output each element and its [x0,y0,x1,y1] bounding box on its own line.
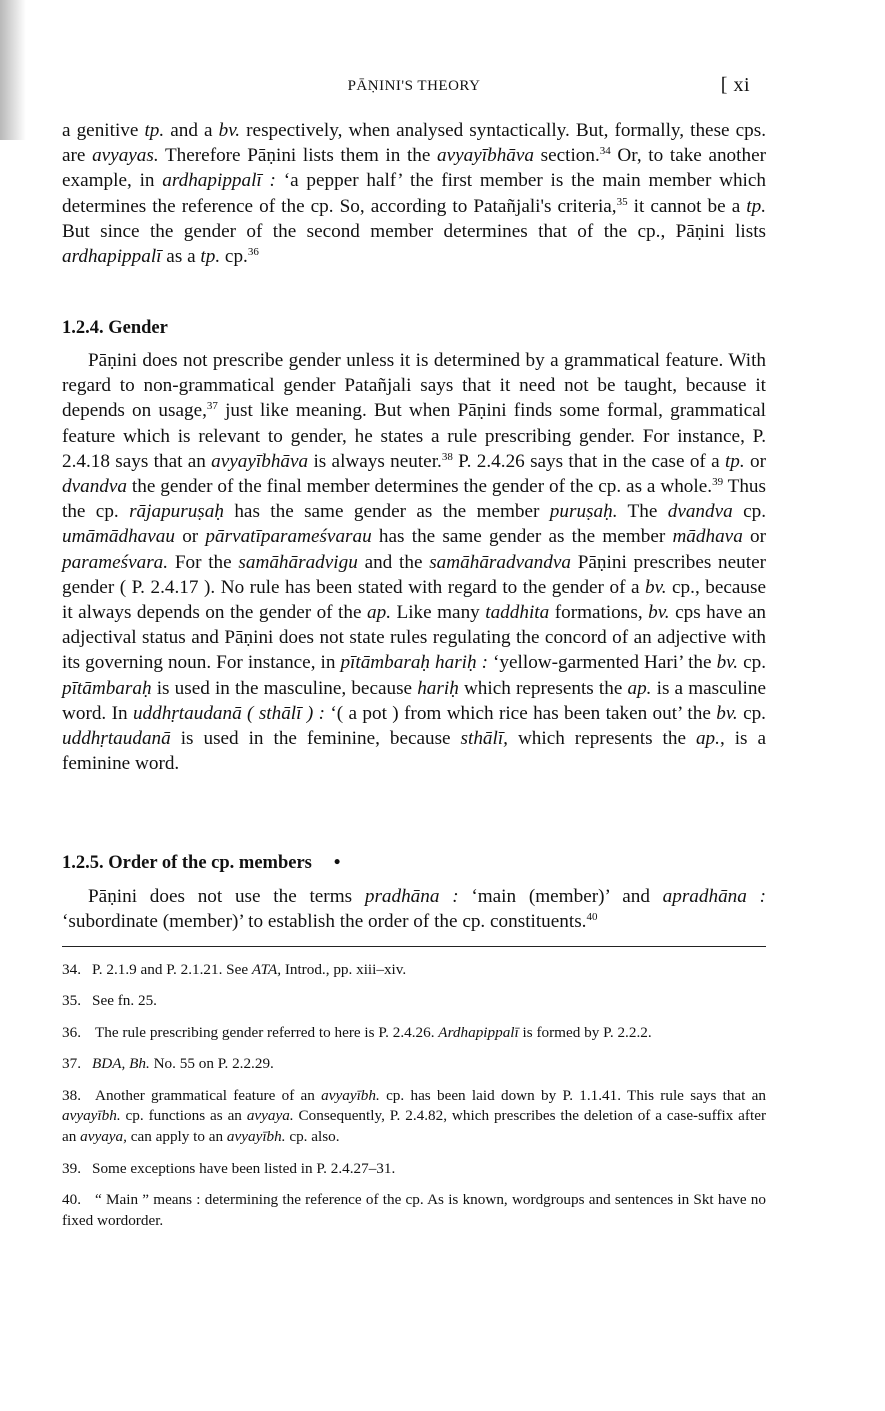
paragraph-cp-types [62,118,766,269]
footnote-ref: 36 [247,246,259,259]
footnote-ref: 34 [599,145,611,158]
footnote-39: 39. Some exceptions have been listed in P. 2.4.27–31. [62,1159,396,1177]
running-head: PĀṆINI'S THEORY [347,78,481,94]
footnote-34: 34. P. 2.1.9 and P. 2.1.21. See ATA, Introd., pp. xiii–xiv. [62,961,407,978]
footnote-36: 36. The rule prescribing gender referred to here is P. 2.4.26. Ardhapippalī is formed by P. 2.2.2. [62,1023,652,1041]
paragraph-text: Pāṇini does not prescribe gender unless it is determined by a grammatical feature. With regard to non-grammatical gender Patañjali says that it need not be taught, because it depends on usage,$^{37}$ just like meaning. But when Pāṇini finds some formal, grammatical feature which is relevant to gender, he states a rule prescribing gender. For instance, P. 2.4.18 says that an avyayībhāva is always neuter.$^{38}$ P. 2.4.26 says that in the case of a tp. or dvandva the gender of the final member determines the gender of the cp. as a whole.$^{39}$ Thus the cp. rājapuruṣaḥ has the same gender as the member puruṣaḥ. The dvandva cp. umāmādhavau or pārvatīparameśvarau has the same gender as the member mādhava or parameśvara. For the samāhāradvigu and the samāhāradvandva Pāṇini prescribes neuter gender ( P. 2.4.17 ). No rule has been stated with regard to the gender of a bv. cp., because it always depends on the gender of the ap. Like many taddhita formations, bv. cps have an adjectival status and Pāṇini does not state rules regulating the concord of an adjective with its governing noun. For instance, in pītāmbaraḥ hariḥ : ‘yellow-garmented Hari’ the bv. cp. pītāmbaraḥ is used in the masculine, because hariḥ which represents the ap. is a masculine word. In uddhṛtaudanā ( sthālī ) : ‘( a pot ) from which rice has been taken out’ the bv. cp. uddhṛtaudanā is used in the feminine, because sthālī, which represents the ap., is a feminine word. [62,350,767,775]
footnote-40: 40. “ Main ” means : determining the reference of the cp. As is known, wordgroups and sentences in Skt have no fixed wordorder. [62,1190,766,1229]
footnote-ref: 40 [586,911,598,924]
page-header [62,76,766,100]
footnote-35: 35. See fn. 25. [62,992,157,1010]
footnote-ref: 38 [441,450,453,463]
footnotes [62,960,766,1242]
paragraph-text: a genitive tp. and a bv. respectively, when analysed syntactically. But, formally, these cps. are avyayas. Therefore Pāṇini lists them in the avyayībhāva section.$^{34}$ Or, to take another example, in ardhapippalī : ‘a pepper half’ the first member is the main member which determines the reference of the cp. So, according to Patañjali's criteria,$^{35}$ it cannot be a tp. But since the gender of the second member determines that of the cp., Pāṇini lists ardhapippalī as a tp. cp.$^{36}$ [62,120,767,268]
scan-shadow [0,0,26,140]
paragraph-text: Pāṇini does not use the terms pradhāna : ‘main (member)’ and apradhāna : ‘subordinate (member)’ to establish the order of the cp. constituents.$^{40}$ [62,886,767,933]
page-number: [ xi [720,74,750,96]
paragraph-order [62,884,766,934]
section-heading-order: 1.2.5. Order of the cp. members • [62,853,341,873]
paragraph-gender [62,348,766,776]
section-heading-gender: 1.2.4. Gender [62,318,168,338]
footnote-ref: 37 [206,400,218,413]
footnote-38: 38. Another grammatical feature of an avyayībh. cp. has been laid down by P. 1.1.41. This rule says that an avyayībh. cp. functions as an avyaya. Consequently, P. 2.4.82, which prescribes the deletion of a case-suffix after an avyaya, can apply to an avyayībh. cp. also. [62,1086,767,1146]
footnote-divider [62,946,766,947]
footnote-37: 37. BDA, Bh. No. 55 on P. 2.2.29. [62,1055,274,1073]
footnote-ref: 39 [712,476,724,489]
footnote-ref: 35 [616,195,628,208]
stray-mark: • [333,853,341,873]
